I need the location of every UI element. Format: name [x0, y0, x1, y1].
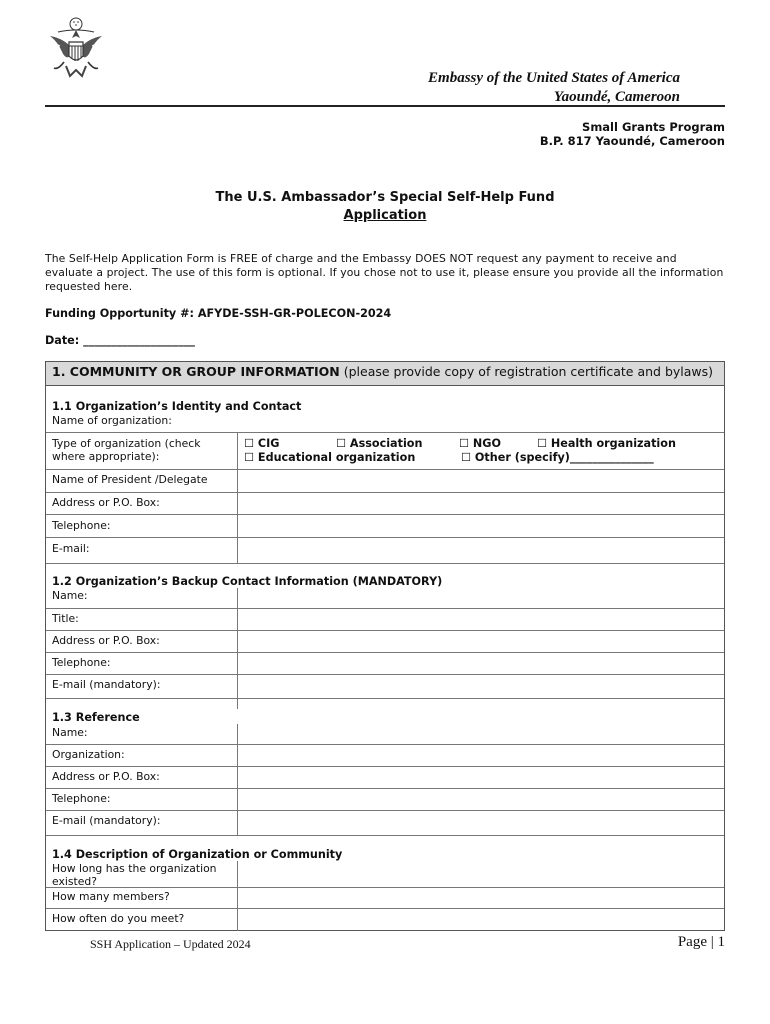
footer-document-name: SSH Application – Updated 2024 [90, 937, 251, 951]
intro-paragraph: The Self-Help Application Form is FREE of charge and the Embassy DOES NOT request any payment to receive and evaluate a project. The use of this form is optional. If you chose not to use it, please ensure you provide all the information requested here. [45, 252, 724, 293]
label-backup-telephone: Telephone: [52, 656, 111, 669]
label-reference-telephone: Telephone: [52, 792, 111, 805]
label-backup-name: Name: [52, 589, 88, 602]
label-email: E-mail: [52, 542, 90, 555]
section-1-3-heading: 1.3 Reference [52, 711, 140, 724]
program-address: B.P. 817 Yaoundé, Cameroon [539, 134, 725, 148]
funding-opportunity: Funding Opportunity #: AFYDE-SSH-GR-POLECON-2024 [45, 307, 392, 320]
label-reference-email: E-mail (mandatory): [52, 814, 161, 827]
embassy-name: Embassy of the United States of America [428, 70, 680, 86]
label-telephone: Telephone: [52, 519, 111, 532]
section-1-header [46, 362, 724, 386]
checkbox-association[interactable]: ☐ Association [336, 437, 423, 450]
label-org-type: Type of organization (check where appropriate): [52, 437, 201, 463]
checkbox-other[interactable]: ☐ Other (specify)_______________ [461, 451, 654, 464]
footer-page-number: Page | 1 [677, 934, 725, 950]
date-field[interactable]: Date: ____________________ [45, 334, 196, 347]
label-reference-address: Address or P.O. Box: [52, 770, 160, 783]
section-1-4-heading: 1.4 Description of Organization or Community [52, 848, 343, 861]
header-rule [45, 105, 725, 107]
program-name: Small Grants Program [582, 120, 725, 134]
label-president: Name of President /Delegate [52, 473, 208, 486]
label-org-name: Name of organization: [52, 414, 172, 427]
section-1-note: (please provide copy of registration certificate and bylaws) [339, 364, 714, 379]
checkbox-cig[interactable]: ☐ CIG [244, 437, 280, 450]
label-meet: How often do you meet? [52, 912, 185, 925]
embassy-city: Yaoundé, Cameroon [553, 89, 680, 105]
document-subtitle: Application [343, 208, 427, 223]
checkbox-educational-organization[interactable]: ☐ Educational organization [244, 451, 416, 464]
checkbox-ngo[interactable]: ☐ NGO [459, 437, 501, 450]
great-seal-icon [44, 16, 108, 84]
label-address: Address or P.O. Box: [52, 496, 160, 509]
label-backup-email: E-mail (mandatory): [52, 678, 161, 691]
label-members: How many members? [52, 890, 170, 903]
document-title: The U.S. Ambassador’s Special Self-Help Fund [215, 190, 555, 205]
section-1-2-heading: 1.2 Organization’s Backup Contact Information (MANDATORY) [52, 575, 443, 588]
label-existed: How long has the organization existed? [52, 862, 217, 888]
checkbox-health-organization[interactable]: ☐ Health organization [537, 437, 676, 450]
label-backup-address: Address or P.O. Box: [52, 634, 160, 647]
label-backup-title: Title: [52, 612, 79, 625]
section-1-title: 1. COMMUNITY OR GROUP INFORMATION [52, 364, 340, 379]
section-1-1-heading: 1.1 Organization’s Identity and Contact [52, 400, 302, 413]
label-reference-name: Name: [52, 726, 88, 739]
label-reference-organization: Organization: [52, 748, 125, 761]
